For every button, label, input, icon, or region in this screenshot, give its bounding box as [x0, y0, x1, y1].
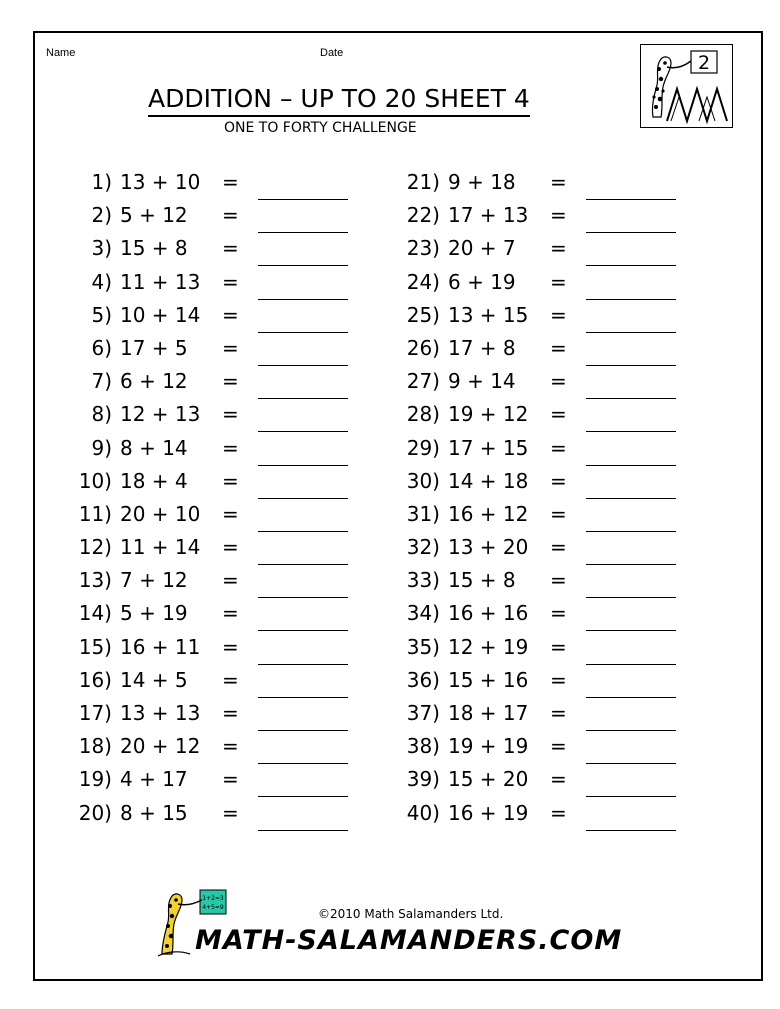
answer-blank[interactable] [258, 265, 348, 266]
equals-sign: = [222, 800, 239, 825]
problem-expression: 13 + 20 [448, 535, 529, 560]
problem-number: 5) [91, 302, 112, 327]
problem-expression: 14 + 5 [120, 667, 188, 692]
problem-number: 31) [406, 501, 440, 526]
problem-number: 29) [406, 435, 440, 460]
problem-number: 13) [78, 568, 112, 593]
svg-text:1+2=3: 1+2=3 [202, 895, 224, 902]
equals-sign: = [550, 170, 567, 194]
problem-number: 25) [406, 302, 440, 327]
equals-sign: = [222, 568, 239, 593]
svg-text:4+5=9: 4+5=9 [202, 904, 224, 911]
problem-number: 17) [78, 701, 112, 725]
equals-sign: = [222, 535, 239, 560]
problem-expression: 12 + 13 [120, 402, 201, 427]
problem-expression: 18 + 17 [448, 701, 529, 725]
equals-sign: = [222, 402, 239, 427]
equals-sign: = [222, 369, 239, 394]
problem-number: 18) [78, 734, 112, 759]
equals-sign: = [550, 468, 567, 493]
answer-blank[interactable] [586, 431, 676, 432]
equals-sign: = [222, 634, 239, 659]
salamander-logo-badge [640, 44, 733, 128]
problem-expression: 16 + 11 [120, 634, 201, 659]
answer-blank[interactable] [586, 630, 676, 631]
name-label: Name [46, 47, 76, 59]
problem-expression: 16 + 16 [448, 601, 529, 626]
problem-expression: 15 + 16 [448, 667, 529, 692]
problem-number: 11) [78, 501, 112, 526]
equals-sign: = [550, 535, 567, 560]
problem-number: 16) [78, 667, 112, 692]
answer-blank[interactable] [586, 730, 676, 731]
problem-number: 2) [91, 203, 112, 228]
problem-number: 23) [406, 236, 440, 261]
problem-expression: 13 + 10 [120, 170, 201, 194]
answer-blank[interactable] [258, 830, 348, 831]
answer-blank[interactable] [586, 199, 676, 200]
equals-sign: = [550, 767, 567, 792]
problem-number: 24) [406, 269, 440, 294]
equals-sign: = [550, 435, 567, 460]
problem-number: 37) [406, 701, 440, 725]
equals-sign: = [550, 634, 567, 659]
equals-sign: = [550, 568, 567, 593]
answer-blank[interactable] [258, 796, 348, 797]
equals-sign: = [222, 767, 239, 792]
equals-sign: = [550, 800, 567, 825]
problem-expression: 15 + 20 [448, 767, 529, 792]
equals-sign: = [222, 236, 239, 261]
problem-expression: 4 + 17 [120, 767, 188, 792]
problem-expression: 12 + 19 [448, 634, 529, 659]
problem-number: 19) [78, 767, 112, 792]
problem-expression: 5 + 19 [120, 601, 188, 626]
equals-sign: = [222, 203, 239, 228]
equals-sign: = [550, 269, 567, 294]
problem-number: 35) [406, 634, 440, 659]
page-title: ADDITION – UP TO 20 SHEET 4 [148, 84, 530, 117]
answer-blank[interactable] [258, 597, 348, 598]
problem-expression: 17 + 15 [448, 435, 529, 460]
equals-sign: = [222, 701, 239, 725]
answer-blank[interactable] [586, 265, 676, 266]
problem-number: 22) [406, 203, 440, 228]
problem-number: 20) [78, 800, 112, 825]
problem-expression: 16 + 19 [448, 800, 529, 825]
equals-sign: = [550, 734, 567, 759]
problem-number: 9) [91, 435, 112, 460]
equals-sign: = [222, 335, 239, 360]
problem-expression: 11 + 14 [120, 535, 201, 560]
salamander-logo-icon [641, 45, 732, 127]
answer-blank[interactable] [258, 332, 348, 333]
equals-sign: = [222, 734, 239, 759]
badge-digit: 2 [697, 52, 711, 74]
problem-expression: 6 + 12 [120, 369, 188, 394]
problem-number: 8) [91, 402, 112, 427]
answer-blank[interactable] [586, 332, 676, 333]
equals-sign: = [550, 701, 567, 725]
problem-expression: 20 + 10 [120, 501, 201, 526]
problem-expression: 16 + 12 [448, 501, 529, 526]
problem-number: 6) [91, 335, 112, 360]
equals-sign: = [550, 369, 567, 394]
answer-blank[interactable] [586, 830, 676, 831]
answer-blank[interactable] [586, 664, 676, 665]
problem-number: 36) [406, 667, 440, 692]
problem-number: 30) [406, 468, 440, 493]
problem-number: 14) [78, 601, 112, 626]
answer-blank[interactable] [258, 730, 348, 731]
answer-blank[interactable] [586, 531, 676, 532]
equals-sign: = [550, 667, 567, 692]
equals-sign: = [222, 269, 239, 294]
problem-expression: 17 + 13 [448, 203, 529, 228]
problem-expression: 8 + 14 [120, 435, 188, 460]
brand-wordmark: MATH-SALAMANDERS.COM [195, 925, 623, 956]
equals-sign: = [222, 667, 239, 692]
equals-sign: = [550, 402, 567, 427]
problem-expression: 13 + 15 [448, 302, 529, 327]
answer-blank[interactable] [258, 763, 348, 764]
answer-blank[interactable] [258, 630, 348, 631]
equals-sign: = [550, 601, 567, 626]
problem-expression: 10 + 14 [120, 302, 201, 327]
date-label: Date [320, 47, 344, 59]
problem-expression: 8 + 15 [120, 800, 188, 825]
equals-sign: = [550, 335, 567, 360]
problem-number: 33) [406, 568, 440, 593]
problem-expression: 5 + 12 [120, 203, 188, 228]
page-subtitle: ONE TO FORTY CHALLENGE [224, 120, 417, 136]
equals-sign: = [222, 601, 239, 626]
problem-expression: 7 + 12 [120, 568, 188, 593]
answer-blank[interactable] [258, 299, 348, 300]
problem-number: 27) [406, 369, 440, 394]
answer-blank[interactable] [586, 697, 676, 698]
answer-blank[interactable] [586, 763, 676, 764]
answer-blank[interactable] [258, 365, 348, 366]
answer-blank[interactable] [586, 465, 676, 466]
problem-number: 15) [78, 634, 112, 659]
answer-blank[interactable] [258, 564, 348, 565]
answer-blank[interactable] [258, 498, 348, 499]
problem-expression: 19 + 19 [448, 734, 529, 759]
answer-blank[interactable] [258, 199, 348, 200]
answer-blank[interactable] [258, 431, 348, 432]
problem-expression: 6 + 19 [448, 269, 516, 294]
equals-sign: = [550, 501, 567, 526]
equals-sign: = [222, 468, 239, 493]
answer-blank[interactable] [258, 697, 348, 698]
equals-sign: = [222, 170, 239, 194]
problem-expression: 9 + 18 [448, 170, 516, 194]
answer-blank[interactable] [258, 664, 348, 665]
problem-expression: 15 + 8 [448, 568, 516, 593]
answer-blank[interactable] [258, 232, 348, 233]
problem-number: 38) [406, 734, 440, 759]
problem-number: 40) [406, 800, 440, 825]
problem-expression: 17 + 5 [120, 335, 188, 360]
problem-number: 28) [406, 402, 440, 427]
answer-blank[interactable] [586, 597, 676, 598]
equals-sign: = [550, 236, 567, 261]
answer-blank[interactable] [586, 564, 676, 565]
problem-expression: 17 + 8 [448, 335, 516, 360]
answer-blank[interactable] [586, 365, 676, 366]
equals-sign: = [222, 435, 239, 460]
answer-blank[interactable] [258, 531, 348, 532]
problem-number: 39) [406, 767, 440, 792]
problem-number: 10) [78, 468, 112, 493]
problem-expression: 13 + 13 [120, 701, 201, 725]
problem-number: 1) [91, 170, 112, 194]
problem-expression: 11 + 13 [120, 269, 201, 294]
problem-number: 34) [406, 601, 440, 626]
problem-number: 12) [78, 535, 112, 560]
answer-blank[interactable] [586, 398, 676, 399]
problem-number: 32) [406, 535, 440, 560]
problem-expression: 18 + 4 [120, 468, 188, 493]
problem-expression: 9 + 14 [448, 369, 516, 394]
problem-number: 3) [91, 236, 112, 261]
answer-blank[interactable] [586, 796, 676, 797]
equals-sign: = [222, 501, 239, 526]
problem-expression: 19 + 12 [448, 402, 529, 427]
equals-sign: = [550, 203, 567, 228]
answer-blank[interactable] [586, 498, 676, 499]
answer-blank[interactable] [258, 465, 348, 466]
problem-number: 21) [406, 170, 440, 194]
problem-expression: 20 + 12 [120, 734, 201, 759]
answer-blank[interactable] [586, 299, 676, 300]
problem-number: 26) [406, 335, 440, 360]
answer-blank[interactable] [586, 232, 676, 233]
equals-sign: = [550, 302, 567, 327]
problem-number: 7) [91, 369, 112, 394]
problem-expression: 15 + 8 [120, 236, 188, 261]
equals-sign: = [222, 302, 239, 327]
answer-blank[interactable] [258, 398, 348, 399]
problem-expression: 14 + 18 [448, 468, 529, 493]
problem-expression: 20 + 7 [448, 236, 516, 261]
problem-number: 4) [91, 269, 112, 294]
copyright-text: ©2010 Math Salamanders Ltd. [318, 907, 504, 921]
